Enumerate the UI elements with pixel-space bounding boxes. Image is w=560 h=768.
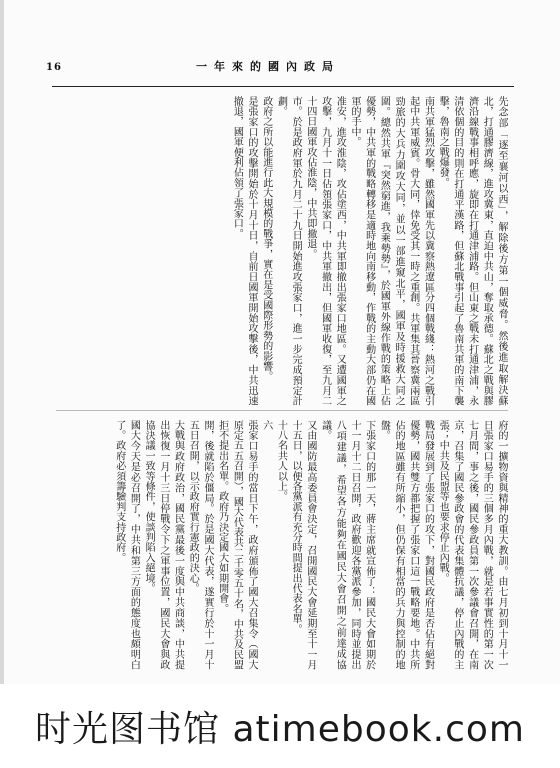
section-number: 六 [260, 420, 272, 431]
upper-paragraph-1: 先念部「逐至襄河以西」，解除後方第一個威脅。然後進取解決蘇北，打通膠濟線，進攻冀東，直迫中共山，奪取承德。蘇北之戰與膠濟沿線戰事相呼應，旋即在打通津浦路。但山東之戰未打通津浦，永清依個的目的則在打通平漢路，但蘇北戰事引起了魯南共軍的南下襲擊，魯南之戰爆發。 [437, 96, 507, 406]
scan-edge [0, 0, 4, 684]
upper-paragraph-6: 是張家口的攻擊開始於十月十日，自前日國軍開始攻擊後，中共迅速撤退，國軍便利佔領了張家口。 [231, 96, 258, 406]
lower-paragraph-8: 開，後就陷於僵局。於是國大代表，遂實行於十一月十五日召開，以示政府實行憲政的決心。 [187, 420, 213, 670]
lower-paragraph-3: 下張家口的那一天，蔣主席就宣佈了：國民大會如期於十一月十二日召開，政府歡迎各黨派參加，同時並提出八項建議，希望各方能夠在國民大會召開之前達成協議。 [319, 420, 375, 670]
lower-paragraph-7: 張家口易手的當日下午，政府頒佈了國大召集令（國大原定五五召開），國大代表共二千零五十名，中共及民盟拒不提出名單。政府乃決定國大如期開會。 [216, 420, 258, 670]
upper-paragraph-5: 政府之所以能進行此大規模的戰爭，實在是受國際形勢的影響。 [260, 96, 272, 382]
header-rule [52, 86, 514, 87]
lower-paragraph-5: 十八名共人以上。 [275, 420, 287, 502]
upper-text-band [56, 96, 508, 406]
lower-paragraph-2: 戰局發展到了張家口的攻下，對國民政府是否佔有絕對優勢，國共雙方都把握了張家口這一戰略要地。中共所佔的地區雖有所縮小，但仍保有相當的兵力與控制的地盤。 [378, 420, 434, 670]
running-header: 一年來的國內政局 [196, 60, 340, 73]
lower-text-band [56, 420, 508, 670]
upper-paragraph-4: 市。於是政府軍於九月二十九日開始進攻張家口，進一步完成預定計劃。 [275, 96, 302, 406]
upper-paragraph-2: 南共軍猛烈攻擊，雖然國軍先以冀察熱遼區分四個戰綫：熱河之戰引起中共軍威賓。骨大同，倖免受其一時之重創。共軍集其晉察冀兩區勁旅的大兵力圍攻大同，並以一部進窺北平，國軍及時援救大同之圍。總然共軍『突然窮進，我乘勢勢』，於國軍外線作戰的策略上佔優勢，中共軍的戰略轉移是適時地向南移動，作戰的主動大部仍在國軍的手中。 [348, 96, 434, 406]
lower-paragraph-4: 又由國防最高委員會決定，召開國民大會延期至十一月十五日，以便各黨派有充分時間提出代表名單。 [290, 420, 316, 670]
lower-paragraph-9: 大戰與政府政治，國民黨最後一度與中共商談，中共提出恢復一月十三日停戰令下之軍事位置，國民大會與政協決議一致等條件，使談判陷入絕境。 [143, 420, 184, 670]
upper-paragraph-3: 准安，進攻淮陰，攻佔塗西，中共軍即撤出張家口地區。又遭國軍之攻擊，九月十一日佔領張家口，中共軍撤出，但國軍收復，至九月二十四日國軍攻佔淮陰，中共即撤退。 [304, 96, 346, 406]
lower-paragraph-1: 府的一擴物資與精神的重大教訓。由七月初到十月十一日張家口易手的三個多月內戰，就是若事實性的第一次七月間，事之後，國民參政員第一次參議會召開，在南京，召集了國民參政會的代表集體抗議，停止內戰的主張；中共及民盟等也要求停止內戰。 [437, 420, 507, 670]
band-separator [56, 410, 508, 411]
site-watermark: 时光图书馆 atimebook.com [0, 684, 560, 768]
page-number: 16 [46, 62, 62, 73]
lower-paragraph-10: 國大今天是必召開了，中共和第三方面的態度也頗明白了。政府必須籌驗判支持政府。 [113, 420, 140, 670]
